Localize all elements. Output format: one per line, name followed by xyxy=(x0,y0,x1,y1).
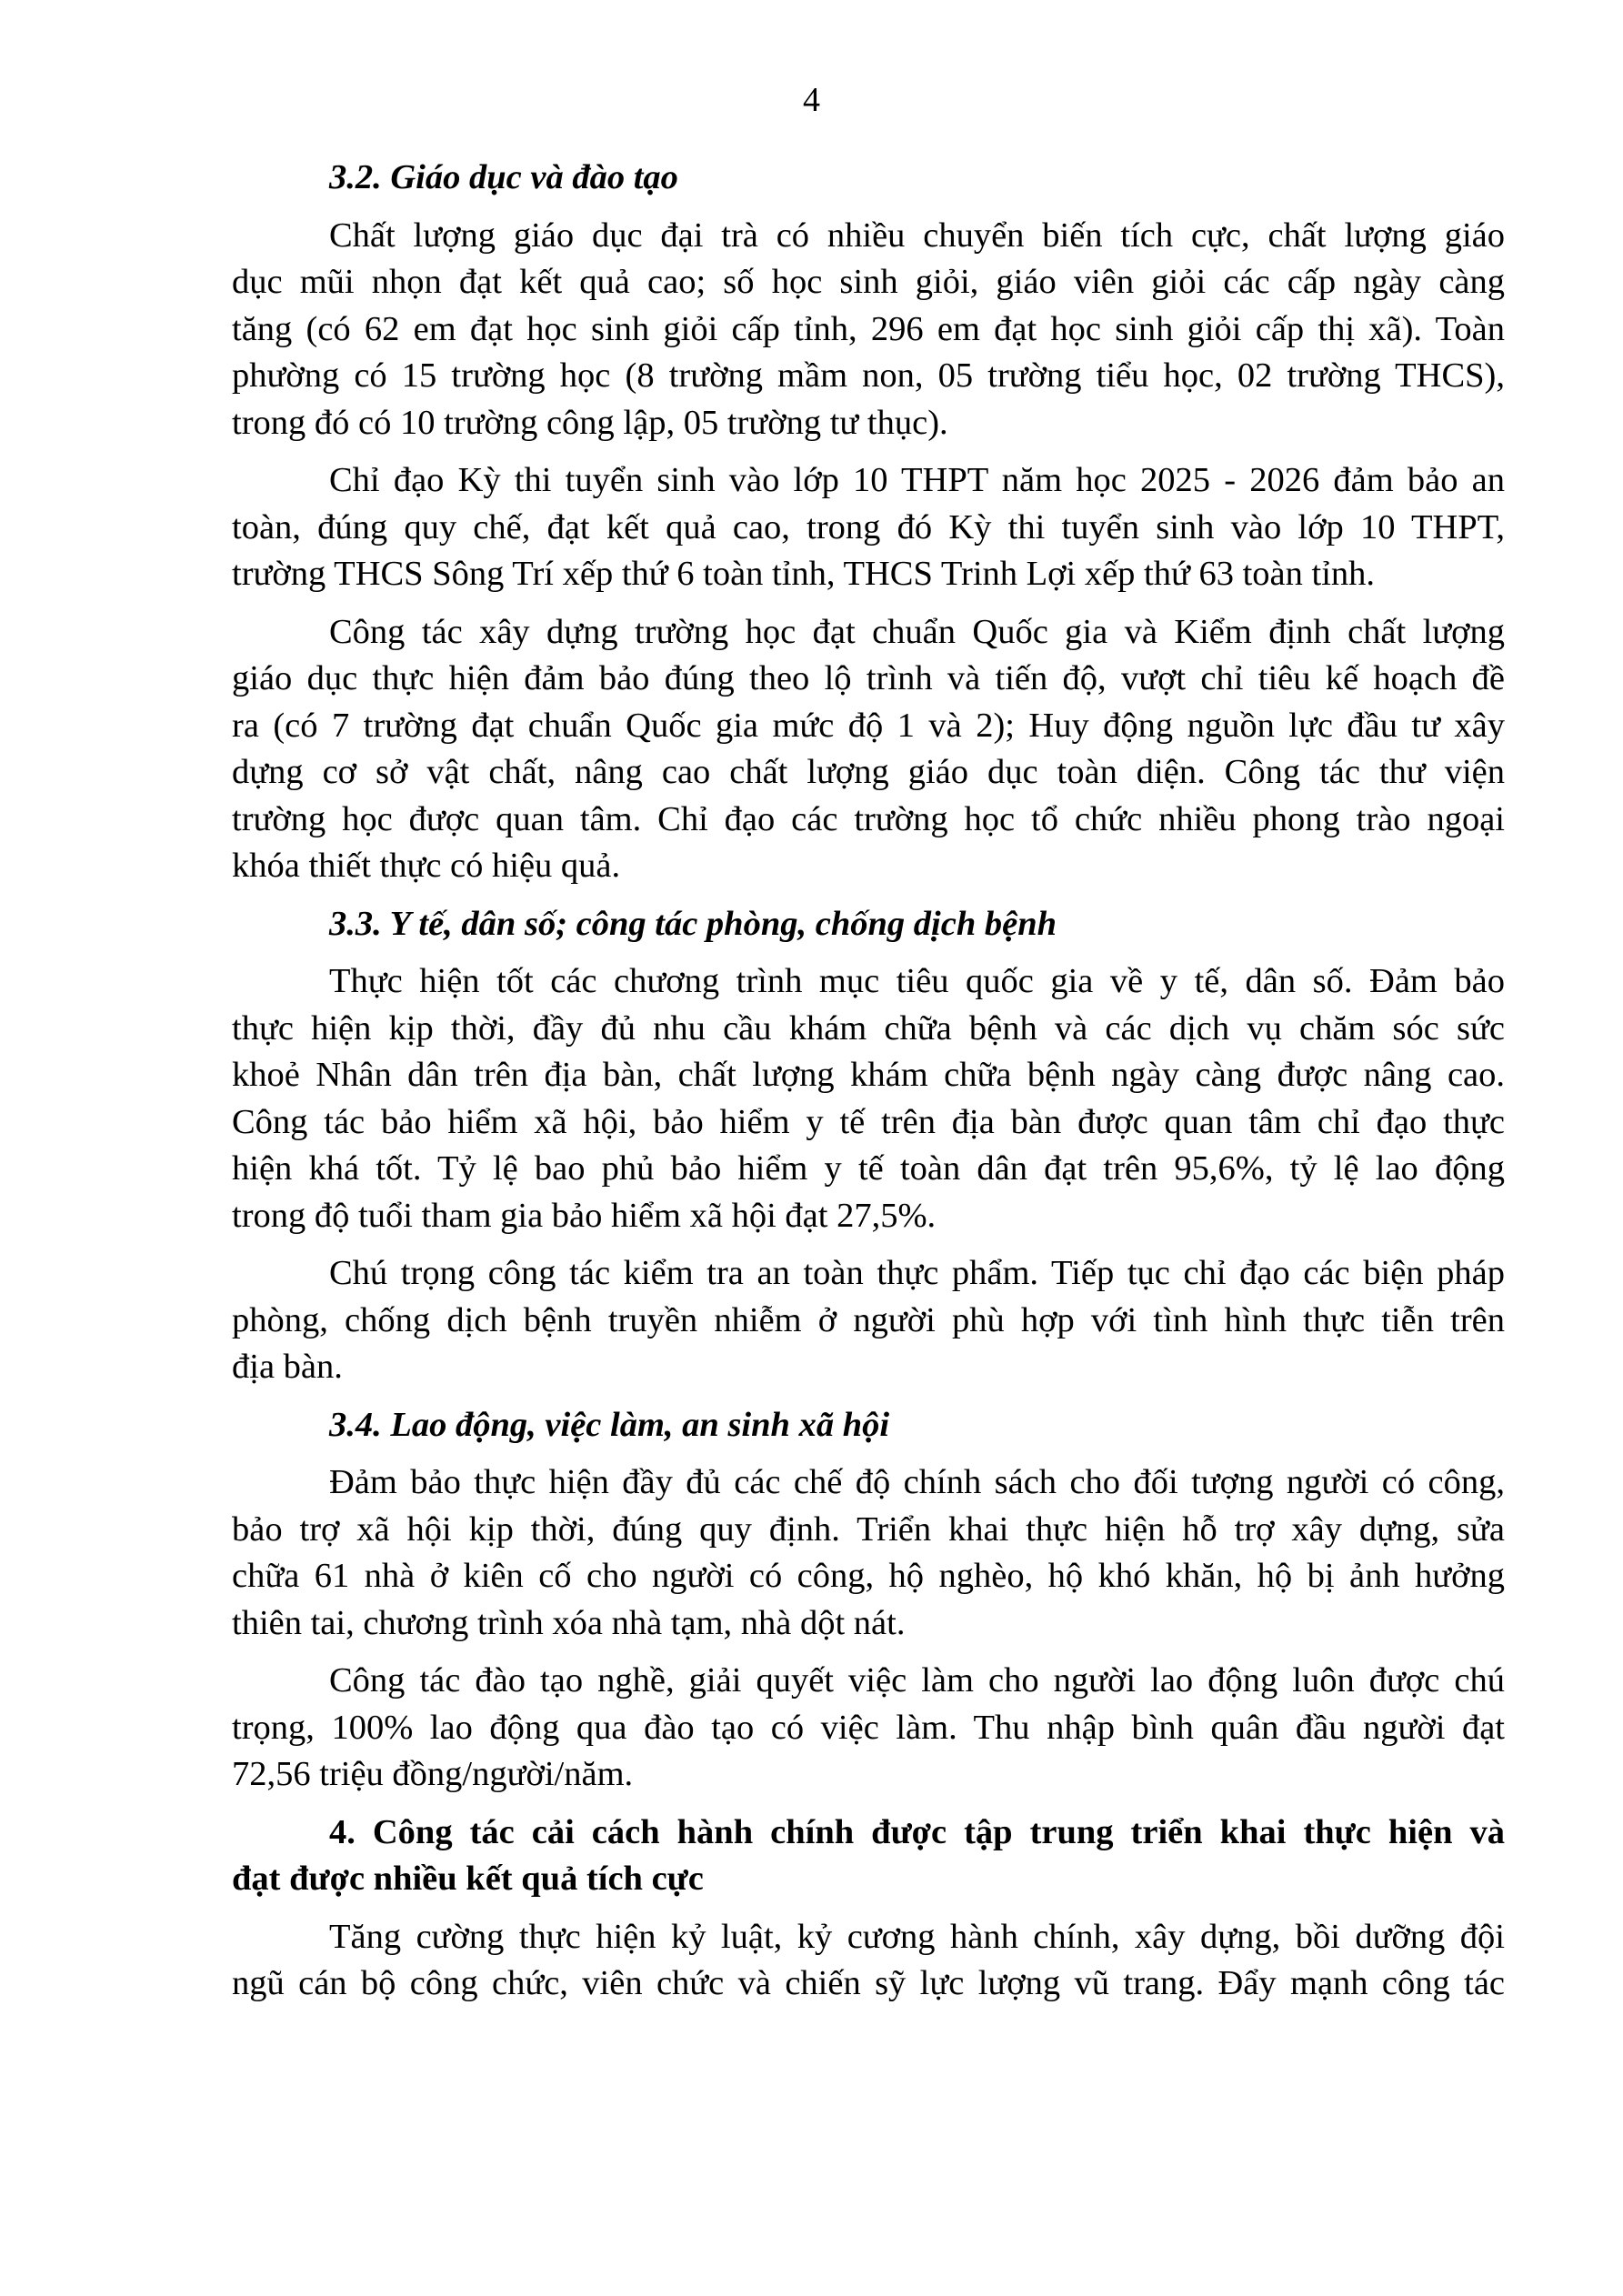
text-line: trường học được quan tâm. Chỉ đạo các trường học tổ chức nhiều phong trào ngoại xyxy=(232,799,1505,838)
text-line: 72,56 triệu đồng/người/năm. xyxy=(232,1755,634,1793)
text-line: thiên tai, chương trình xóa nhà tạm, nhà dột nát. xyxy=(232,1603,906,1642)
paragraph xyxy=(232,213,1505,447)
paragraph xyxy=(232,457,1505,598)
document-body xyxy=(232,155,1505,2019)
text-line: trong đó có 10 trường công lập, 05 trường tư thục). xyxy=(232,403,948,442)
paragraph xyxy=(232,1459,1505,1647)
text-line: phòng, chống dịch bệnh truyền nhiễm ở người phù hợp với tình hình thực tiễn trên xyxy=(232,1300,1505,1339)
text-line: ngũ cán bộ công chức, viên chức và chiến sỹ lực lượng vũ trang. Đẩy mạnh công tác xyxy=(232,1964,1505,2002)
paragraph xyxy=(232,1658,1505,1799)
text-line: giáo dục thực hiện đảm bảo đúng theo lộ trình và tiến độ, vượt chỉ tiêu kế hoạch đề xyxy=(232,659,1505,697)
text-line: Chỉ đạo Kỳ thi tuyển sinh vào lớp 10 THPT năm học 2025 - 2026 đảm bảo an xyxy=(329,461,1505,499)
text-line: Công tác xây dựng trường học đạt chuẩn Quốc gia và Kiểm định chất lượng xyxy=(329,612,1505,651)
text-line: Tăng cường thực hiện kỷ luật, kỷ cương hành chính, xây dựng, bồi dưỡng đội xyxy=(329,1917,1505,1956)
paragraph xyxy=(232,609,1505,890)
text-line: trong độ tuổi tham gia bảo hiểm xã hội đạt 27,5%. xyxy=(232,1196,937,1235)
text-line: Đảm bảo thực hiện đầy đủ các chế độ chính sách cho đối tượng người có công, xyxy=(329,1463,1505,1501)
text-line: đạt được nhiều kết quả tích cực xyxy=(232,1860,704,1898)
text-line: chữa 61 nhà ở kiên cố cho người có công, hộ nghèo, hộ khó khăn, hộ bị ảnh hưởng xyxy=(232,1557,1505,1595)
text-line: toàn, đúng quy chế, đạt kết quả cao, trong đó Kỳ thi tuyển sinh vào lớp 10 THPT, xyxy=(232,507,1505,546)
text-line: địa bàn. xyxy=(232,1348,343,1386)
text-line: phường có 15 trường học (8 trường mầm non, 05 trường tiểu học, 02 trường THCS), xyxy=(232,356,1505,395)
text-line: trọng, 100% lao động qua đào tạo có việc làm. Thu nhập bình quân đầu người đạt xyxy=(232,1708,1505,1747)
section-heading-4 xyxy=(232,1810,1505,1903)
text-line: tăng (có 62 em đạt học sinh giỏi cấp tỉnh, 296 em đạt học sinh giỏi cấp thị xã). Toàn xyxy=(232,309,1505,348)
text-line: bảo trợ xã hội kịp thời, đúng quy định. Triển khai thực hiện hỗ trợ xây dựng, sửa xyxy=(232,1509,1505,1549)
page-number: 4 xyxy=(803,81,820,119)
text-line: Công tác bảo hiểm xã hội, bảo hiểm y tế trên địa bàn được quan tâm chỉ đạo thực xyxy=(232,1102,1505,1141)
text-line: dục mũi nhọn đạt kết quả cao; số học sinh giỏi, giáo viên giỏi các cấp ngày càng xyxy=(232,263,1505,301)
text-line: Chất lượng giáo dục đại trà có nhiều chuyển biến tích cực, chất lượng giáo xyxy=(329,216,1505,255)
section-heading-3-4: 3.4. Lao động, việc làm, an sinh xã hội xyxy=(329,1405,890,1444)
text-line: khóa thiết thực có hiệu quả. xyxy=(232,847,621,885)
text-line: thực hiện kịp thời, đầy đủ nhu cầu khám chữa bệnh và các dịch vụ chăm sóc sức xyxy=(232,1008,1505,1048)
text-line: Công tác đào tạo nghề, giải quyết việc làm cho người lao động luôn được chú xyxy=(329,1661,1505,1699)
text-line: trường THCS Sông Trí xếp thứ 6 toàn tỉnh, THCS Trinh Lợi xếp thứ 63 toàn tỉnh. xyxy=(232,555,1376,593)
text-line: Chú trọng công tác kiểm tra an toàn thực phẩm. Tiếp tục chỉ đạo các biện pháp xyxy=(329,1254,1505,1292)
section-heading-3-2: 3.2. Giáo dục và đào tạo xyxy=(329,158,678,196)
paragraph xyxy=(232,958,1505,1239)
paragraph xyxy=(232,1914,1505,2008)
section-heading-3-3: 3.3. Y tế, dân số; công tác phòng, chống dịch bệnh xyxy=(329,904,1057,943)
text-line: khoẻ Nhân dân trên địa bàn, chất lượng khám chữa bệnh ngày càng được nâng cao. xyxy=(232,1056,1505,1094)
text-line: Thực hiện tốt các chương trình mục tiêu quốc gia về y tế, dân số. Đảm bảo xyxy=(329,962,1505,1000)
text-line: hiện khá tốt. Tỷ lệ bao phủ bảo hiểm y tế toàn dân đạt trên 95,6%, tỷ lệ lao động xyxy=(232,1149,1505,1188)
text-line: 4. Công tác cải cách hành chính được tập trung triển khai thực hiện và xyxy=(329,1812,1505,1851)
text-line: ra (có 7 trường đạt chuẩn Quốc gia mức độ 1 và 2); Huy động nguồn lực đầu tư xây xyxy=(232,706,1505,745)
paragraph xyxy=(232,1250,1505,1391)
text-line: dựng cơ sở vật chất, nâng cao chất lượng giáo dục toàn diện. Công tác thư viện xyxy=(232,753,1505,791)
